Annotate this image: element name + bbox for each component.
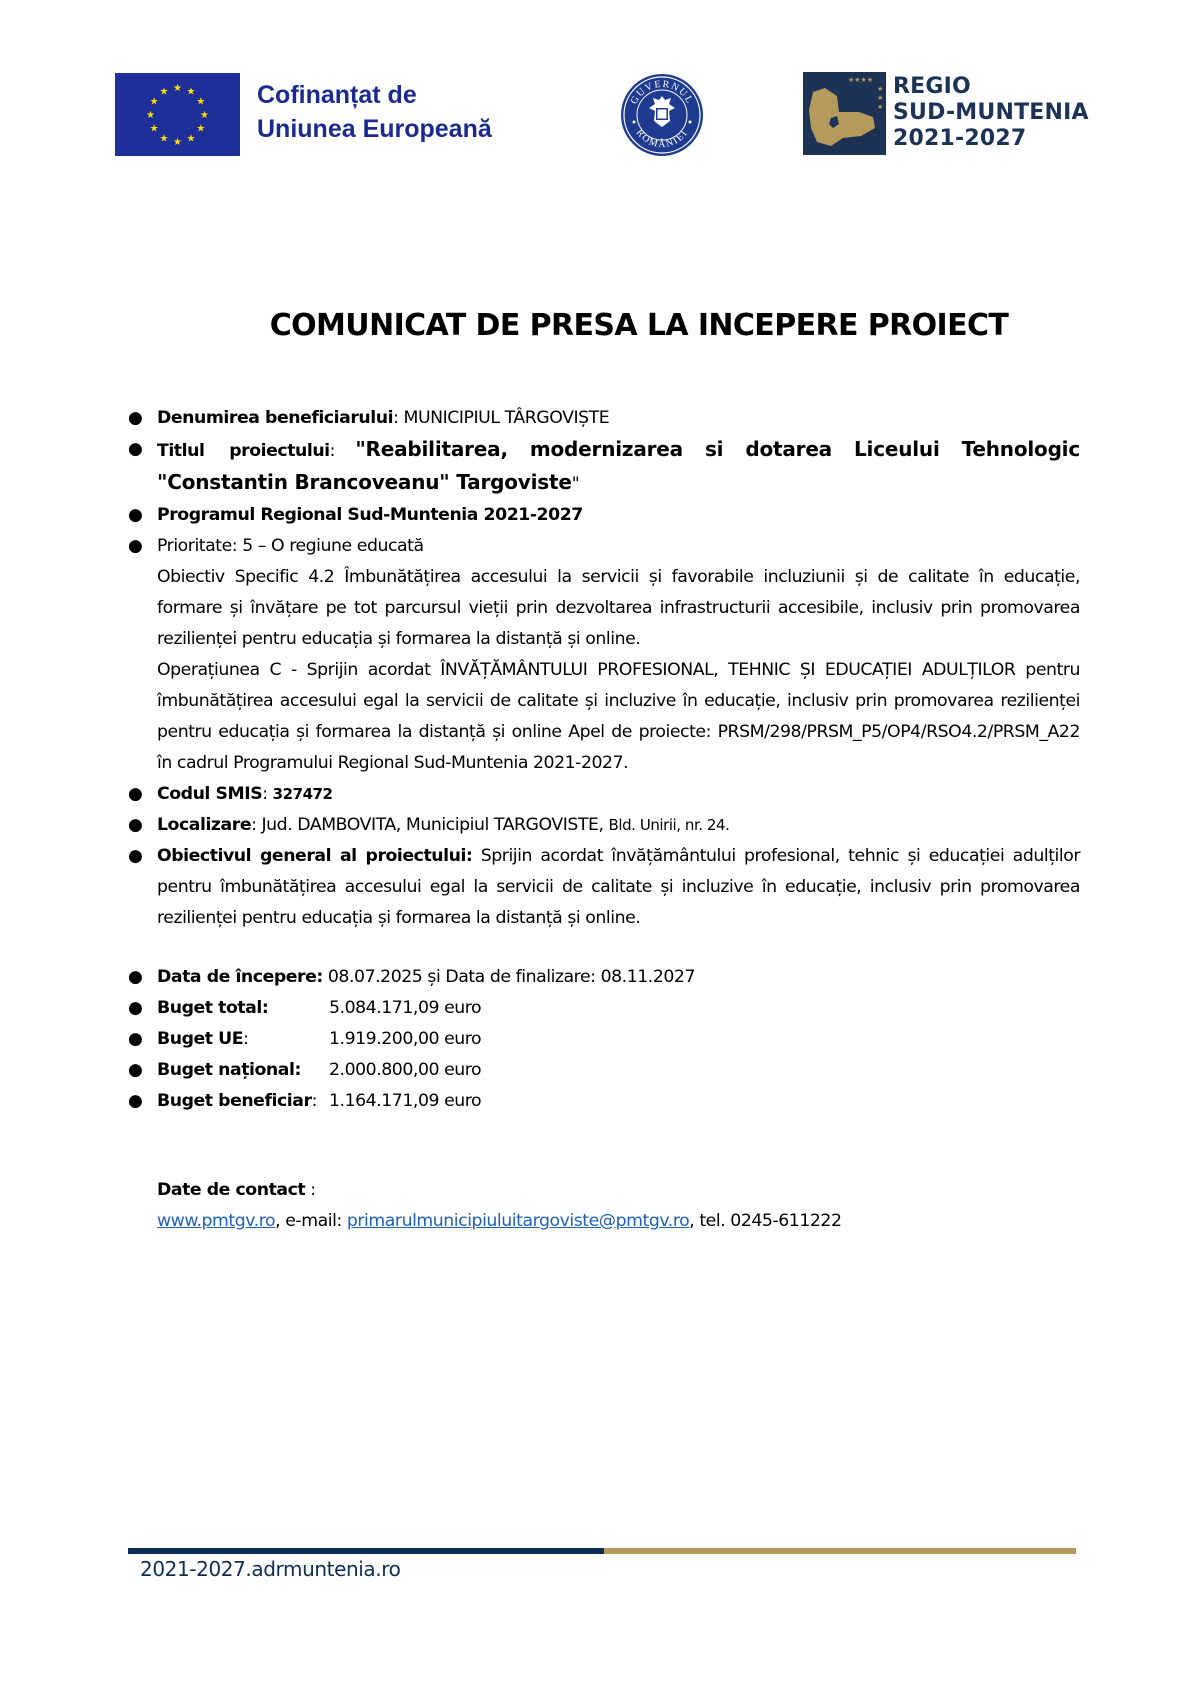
list-item-program	[128, 500, 1080, 531]
project-title-value: "Reabilitarea, modernizarea si dotarea Liceului Tehnologic "Constantin Brancoveanu" Targoviste	[157, 437, 1080, 494]
smis-value: 327472	[272, 785, 333, 803]
bullet-icon: ●	[128, 846, 143, 866]
eu-star-icon: ★	[173, 137, 182, 148]
location-label: Localizare	[157, 815, 252, 835]
budget-row	[128, 1086, 1080, 1117]
list-item-priority	[128, 531, 1080, 562]
bullet-icon: ●	[128, 1091, 143, 1111]
contact-heading: Date de contact	[157, 1180, 306, 1200]
budget-eu-value: 1.919.200,00 euro	[329, 1029, 482, 1049]
list-item-smis: ● Codul SMIS: 327472	[128, 779, 1080, 810]
dates-budget-list	[128, 962, 1080, 1117]
eu-text-line2: Uniunea Europeană	[257, 115, 492, 143]
general-objective-label: Obiectivul general al proiectului:	[157, 846, 473, 866]
page-title: COMUNICAT DE PRESA LA INCEPERE PROIECT	[269, 308, 1009, 343]
program-name: Programul Regional Sud-Muntenia 2021-2027	[157, 505, 583, 525]
svg-text:GUVERNUL: GUVERNUL	[628, 78, 696, 107]
list-item-location: ● Localizare: Jud. DAMBOVITA, Municipiul TARGOVISTE, Bld. Unirii, nr. 24.	[128, 810, 1080, 841]
start-date-value: 08.07.2025	[327, 967, 423, 987]
beneficiary-label: Denumirea beneficiarului	[157, 408, 394, 428]
sud-muntenia-map-icon	[803, 72, 886, 155]
footer-bar-navy	[128, 1548, 604, 1554]
end-date-value: 08.11.2027	[600, 967, 696, 987]
budget-row	[128, 993, 1080, 1024]
location-value: Jud. DAMBOVITA, Municipiul TARGOVISTE,	[261, 815, 604, 835]
eu-flag-logo	[115, 73, 240, 156]
svg-text:★: ★	[877, 104, 884, 111]
project-codes-list	[128, 779, 1080, 934]
budget-national-value: 2.000.800,00 euro	[329, 1060, 482, 1080]
coat-of-arms-icon	[620, 72, 704, 158]
budget-national-label: Buget național:	[157, 1060, 301, 1080]
eu-star-icon: ★	[196, 96, 206, 108]
operation-text: Operațiunea C - Sprijin acordat ÎNVĂȚĂMÂNTULUI PROFESIONAL, TEHNIC ȘI EDUCAȚIEI ADULȚILOR pentru îmbunătățirea accesului egal la servicii de calitate și incluzive în educație, inclusiv prin promovarea rezilienței pentru educația și formarea la distanță și online Apel de proiecte: PRSM/298/PRSM_P5/OP4/RSO4.2/PRSM_A22 în cadrul Programului Regional Sud-Muntenia 2021-2027.	[157, 660, 1080, 773]
bullet-icon: ●	[128, 536, 143, 556]
contact-section: Date de contact : www.pmtgv.ro, e-mail: primarulmunicipiuluitargoviste@pmtgv.ro, tel. 0245-611222	[157, 1180, 842, 1231]
bullet-icon: ●	[128, 784, 143, 804]
bullet-icon: ●	[128, 1060, 143, 1080]
eu-cofinancing-text	[257, 78, 492, 146]
budget-row	[128, 1024, 1080, 1055]
phone-text: tel. 0245-611222	[699, 1211, 842, 1231]
svg-text:★★★★: ★★★★	[848, 77, 874, 84]
eu-text-line1: Cofinanțat de	[257, 81, 417, 109]
eu-stars-icon	[115, 73, 240, 156]
eu-star-icon: ★	[149, 123, 159, 135]
eu-star-icon: ★	[186, 133, 196, 145]
press-release-body	[128, 403, 1080, 1237]
budget-beneficiary-label: Buget beneficiar:	[157, 1091, 317, 1111]
budget-eu-label-text: Buget UE	[157, 1029, 244, 1049]
list-item-dates	[128, 962, 1080, 993]
smis-label: Codul SMIS	[157, 784, 263, 804]
general-objective-value: Sprijin acordat învățământului profesional, tehnic și educației adulților pentru îmbunătățirea accesului egal la servicii de calitate și incluzive în educație, inclusiv prin promovarea rezilienței pentru educația și formarea la distanță și online.	[157, 846, 1080, 928]
bullet-icon: ●	[128, 967, 143, 987]
regio-map-logo	[803, 72, 886, 155]
bullet-icon: ●	[128, 998, 143, 1018]
regio-line2: SUD-MUNTENIA	[893, 100, 1089, 125]
location-address: Bld. Unirii, nr. 24.	[608, 816, 730, 834]
project-details-list	[128, 403, 1080, 562]
eu-star-icon: ★	[173, 83, 182, 94]
specific-objective-text: Obiectiv Specific 4.2 Îmbunătățirea accesului la servicii și favorabile incluziunii și de calitate în educație, formare și învățare pe tot parcursul vieții prin dezvoltarea infrastructurii accesibile, inclusiv prin promovarea rezilienței pentru educația și formarea la distanță și online.	[157, 567, 1080, 649]
eu-star-icon: ★	[159, 133, 169, 145]
budget-beneficiary-label-text: Buget beneficiar	[157, 1091, 312, 1111]
svg-text:ROMÂNIEI: ROMÂNIEI	[633, 127, 691, 151]
start-date-label: Data de începere:	[157, 967, 323, 987]
website-link[interactable]: www.pmtgv.ro	[157, 1211, 276, 1231]
regio-line3: 2021-2027	[893, 126, 1027, 151]
eu-star-icon: ★	[196, 123, 206, 135]
bullet-icon: ●	[128, 439, 143, 459]
list-item-project-title: ● Titlul proiectului: "Reabilitarea, modernizarea si dotarea Liceului Tehnologic "Constantin Brancoveanu" Targoviste"	[128, 434, 1080, 500]
footer-url: 2021-2027.adrmuntenia.ro	[140, 1557, 401, 1581]
bullet-icon: ●	[128, 505, 143, 525]
budget-beneficiary-value: 1.164.171,09 euro	[329, 1091, 482, 1111]
bullet-icon: ●	[128, 815, 143, 835]
budget-row	[128, 1055, 1080, 1086]
svg-text:★: ★	[877, 86, 884, 93]
eu-star-icon: ★	[200, 110, 209, 121]
eu-star-icon: ★	[186, 86, 196, 98]
list-item-general-objective	[128, 841, 1080, 934]
email-label: e-mail:	[285, 1211, 342, 1231]
project-title-label: Titlul proiectului	[157, 441, 330, 461]
footer-bar-gold	[604, 1548, 1076, 1554]
priority-text: Prioritate: 5 – O regiune educată	[157, 536, 424, 556]
end-date-label: și Data de finalizare:	[427, 967, 596, 987]
bullet-icon: ●	[128, 1029, 143, 1049]
email-link[interactable]: primarulmunicipiuluitargoviste@pmtgv.ro	[346, 1211, 690, 1231]
eu-star-icon: ★	[146, 110, 155, 121]
romanian-government-seal	[620, 72, 704, 158]
bullet-icon: ●	[128, 408, 143, 428]
budget-total-label: Buget total:	[157, 998, 269, 1018]
svg-text:★: ★	[877, 95, 884, 102]
budget-eu-label: Buget UE:	[157, 1029, 249, 1049]
beneficiary-value: MUNICIPIUL TÂRGOVIȘTE	[403, 408, 610, 428]
eu-star-icon: ★	[159, 86, 169, 98]
regio-line1: REGIO	[893, 74, 971, 99]
budget-total-value: 5.084.171,09 euro	[329, 998, 482, 1018]
eu-star-icon: ★	[149, 96, 159, 108]
regio-sud-muntenia-text	[893, 74, 1089, 152]
list-item-beneficiary: ● Denumirea beneficiarului: MUNICIPIUL TÂRGOVIȘTE	[128, 403, 1080, 434]
